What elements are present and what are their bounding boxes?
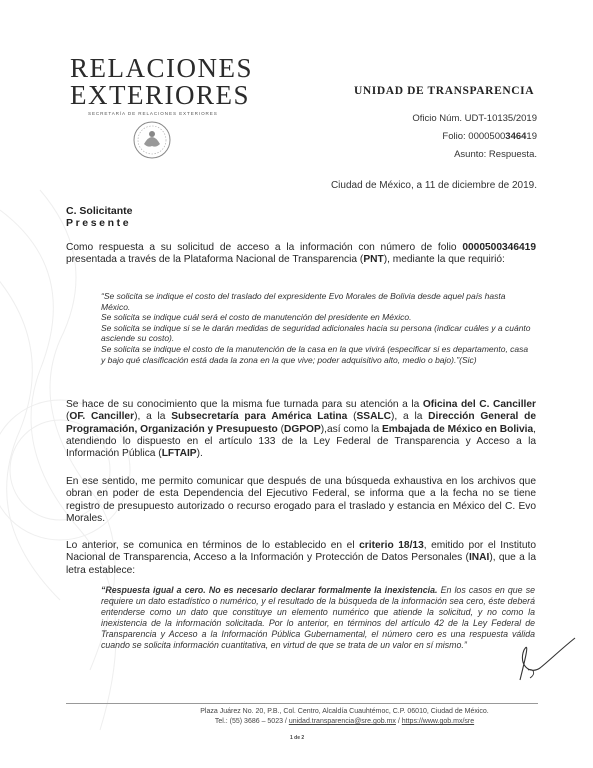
pnt-bold-text: PNT [363, 254, 384, 266]
footer-email-link[interactable]: unidad.transparencia@sre.gob.mx [288, 718, 396, 725]
paragraph-turnada [66, 399, 536, 460]
logo-line-1: RELACIONES [70, 53, 253, 83]
quote-line: Se solicita se indique cuál será el costo de manutención del presidente en México. [101, 312, 412, 323]
text: Como respuesta a su solicitud de acceso a la información con número de folio [66, 242, 463, 253]
quote-line: “Se solicita se indique el costo del traslado del expresidente Evo Morales de Bolivia desde aquel país hasta México. [101, 291, 506, 312]
bold-text: SSALC [356, 411, 392, 423]
text: ( [347, 411, 357, 423]
folio-suffix: 19 [526, 131, 537, 142]
sre-logo [70, 55, 253, 116]
handwritten-signature [500, 630, 580, 690]
paragraph-search-result: En ese sentido, me permito comunicar que después de una búsqueda exhaustiva en los archivos que obran en poder de esta Dependencia del Ejecutivo Federal, se informa que a la fecha no se tiene registro de presupuesto autorizado o recurso erogado para el traslado y estancia en México del C. Evo Morales. [66, 476, 536, 524]
quote-bold-text: “Respuesta igual a cero. No es necesario declarar formalmente la inexistencia. [101, 585, 438, 595]
bold-text: Dirección General de Programación, Organización y Presupuesto [66, 411, 536, 435]
footer-phone: Tel.: (55) 3686 – 5023 / [214, 718, 289, 725]
folio-prefix: 0000500 [468, 131, 506, 142]
bold-text: LFTAIP [161, 448, 197, 460]
criterio-quote [101, 585, 535, 651]
national-seal-icon [132, 120, 172, 160]
text: ). [196, 448, 203, 460]
folio-bold: 3464 [505, 131, 527, 142]
footer-separator: / [395, 718, 402, 725]
unit-title: UNIDAD DE TRANSPARENCIA [354, 85, 535, 97]
document-metadata [412, 110, 537, 164]
logo-line-2: EXTERIORES [70, 80, 250, 110]
text: Lo anterior, se comunica en términos de lo establecido en el [66, 540, 360, 551]
footer-contact [48, 718, 593, 725]
addressee-name: C. Solicitante [66, 205, 133, 217]
text: ), mediante la que requirió: [383, 254, 505, 266]
bold-text: Embajada de México en Bolivia [381, 423, 534, 435]
paragraph-criterio [66, 540, 536, 577]
quote-text: En los casos en que se requiere un dato estadístico o numérico, y el resultado de la búsqueda de la información sea cero, éste deberá entenderse como un dato que constituye un elemento numérico que atiende la solicitud, y no como la inexistencia de la información solicitada. Por lo anterior, en términos del artículo 42 de la Ley Federal de Transparencia y Acceso a la Información Pública Gubernamental, el número cero es una respuesta válida cuando se solicita información cuantitativa, en virtud de que se trata de un valor en sí mismo.” [101, 585, 535, 650]
addressee [66, 205, 133, 229]
quote-line: Se solicita se indique el costo de la manutención de la casa en la que vivirá (especificar si es departamento, casa y bajo qué clasificación está dada la zona en la que vive; poder adquisitivo alto, medio o bajo).”(Sic) [101, 343, 529, 365]
text: presentada a través de la Plataforma Nacional de Transparencia ( [66, 254, 364, 266]
bold-text: criterio 18/13 [359, 540, 424, 551]
folio-number [412, 128, 537, 146]
text: ), a la [134, 411, 172, 423]
text: Se hace de su conocimiento que la misma fue turnada para su atención a la [66, 399, 423, 410]
text: ( [277, 423, 284, 435]
bold-text: Oficina del C. Canciller [422, 399, 536, 410]
oficio-number: Oficio Núm. UDT-10135/2019 [412, 113, 537, 124]
bold-text: Subsecretaría para América Latina [171, 411, 348, 423]
document-date: Ciudad de México, a 11 de diciembre de 2019. [330, 180, 537, 191]
text: ), a la [391, 411, 429, 423]
request-quote [101, 291, 533, 365]
quote-line: Se solicita se indique si se le darán medidas de seguridad adicionales hacia su persona (indicar cuáles y a cuánto asciende su costo). [101, 322, 531, 344]
page-number: 1 de 2 [290, 735, 305, 741]
asunto: Asunto: Respuesta. [454, 149, 537, 160]
text: , emitido por el Instituto Nacional de Transparencia, Acceso a la Información y Protección de Datos Personales ( [66, 540, 536, 564]
paragraph-request [66, 242, 536, 267]
folio-bold-text: 0000500346419 [462, 242, 536, 253]
footer-address: Plaza Juárez No. 20, P.B., Col. Centro, Alcaldía Cuauhtémoc, C.P. 06010, Ciudad de México. [200, 708, 489, 715]
bold-text: OF. Canciller [69, 411, 135, 423]
logo-subtitle: SECRETARÍA DE RELACIONES EXTERIORES [88, 111, 218, 116]
footer-divider [66, 703, 538, 704]
folio-label: Folio: [442, 131, 469, 142]
footer-web-link[interactable]: https://www.gob.mx/sre [401, 718, 475, 725]
text: ( [66, 411, 70, 423]
bold-text: INAI [468, 552, 490, 564]
text: ), que a la letra establece: [66, 552, 536, 576]
text: ),así como la [320, 423, 382, 435]
bold-text: DGPOP [283, 423, 321, 435]
text: , atendiendo lo dispuesto en el artículo 133 de la Ley Federal de Transparencia y Acceso a la Información Pública ( [66, 423, 536, 460]
addressee-presente: Presente [66, 217, 132, 229]
